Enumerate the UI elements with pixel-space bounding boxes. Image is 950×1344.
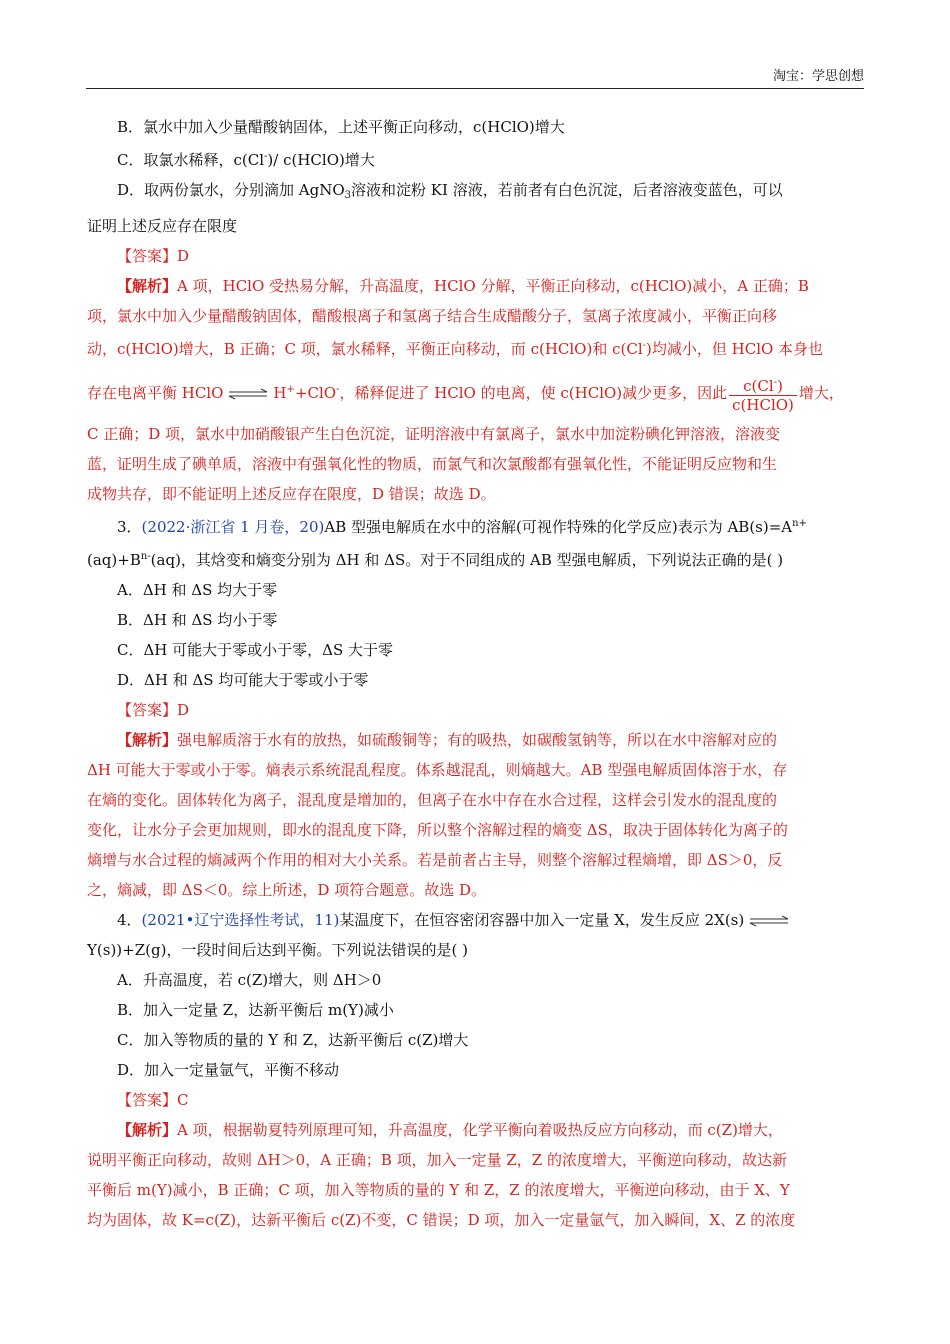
q4-option-c: C．加入等物质的量的 Y 和 Z，达新平衡后 c(Z)增大 bbox=[117, 1031, 469, 1049]
q2-explanation-line: 蓝，证明生成了碘单质，溶液中有强氧化性的物质，而氯气和次氯酸都有强氧化性，不能证明反应物和生 bbox=[87, 455, 778, 473]
q2-explanation-line: C 正确；D 项，氯水中加硝酸银产生白色沉淀，证明溶液中有氯离子，氯水中加淀粉碘化钾溶液，溶液变 bbox=[87, 425, 781, 443]
q2-explanation-line: 【解析】A 项，HClO 受热易分解，升高温度，HClO 分解，平衡正向移动，c(HClO)减小，A 正确；B bbox=[117, 277, 809, 295]
q2-explanation-line: 动，c(HClO)增大，B 正确；C 项，氯水稀释，平衡正向移动，而 c(HClO)和 c(Cl-)均减小，但 HClO 本身也 bbox=[87, 340, 824, 358]
q2-option-b: B．氯水中加入少量醋酸钠固体，上述平衡正向移动，c(HClO)增大 bbox=[117, 118, 565, 136]
q4-stem-cont: Y(s))+Z(g)，一段时间后达到平衡。下列说法错误的是( ) bbox=[87, 941, 468, 959]
q3-explanation-line: ΔH 可能大于零或小于零。熵表示系统混乱程度。体系越混乱，则熵越大。AB 型强电解质固体溶于水，存 bbox=[87, 761, 788, 779]
equilibrium-arrow-icon bbox=[227, 388, 269, 400]
equilibrium-arrow-icon bbox=[748, 915, 790, 927]
document-body bbox=[87, 112, 863, 1235]
q2-option-c: C．取氯水稀释，c(Cl-)/ c(HClO)增大 bbox=[117, 151, 375, 169]
q2-explanation-line: 存在电离平衡 HClO H++ClO-，稀释促进了 HClO 的电离，使 c(HClO)减少更多，因此 $\frac{c(Cl^-)}{\text{c(HClO)}}$ 增大， bbox=[87, 364, 863, 419]
q2-option-d-cont: 证明上述反应存在限度 bbox=[87, 217, 238, 235]
q4-answer: 【答案】C bbox=[117, 1091, 189, 1109]
q3-explanation-line: 变化，让水分子会更加规则，即水的混乱度下降，所以整个溶解过程的熵变 ΔS，取决于固体转化为离子的 bbox=[87, 821, 788, 839]
q3-stem: 3．(2022·浙江省 1 月卷，20)AB 型强电解质在水中的溶解(可视作特殊的化学反应)表示为 $AB(s)=A^{n+}$ bbox=[117, 518, 807, 536]
q4-explanation-line: 【解析】A 项，根据勒夏特列原理可知，升高温度，化学平衡向着吸热反应方向移动，而 c(Z)增大， bbox=[117, 1121, 783, 1139]
q3-option-b: B．ΔH 和 ΔS 均小于零 bbox=[117, 611, 278, 629]
q4-explanation-line: 说明平衡正向移动，故则 ΔH＞0，A 正确；B 项，加入一定量 Z，Z 的浓度增大，平衡逆向移动，故达新 bbox=[87, 1151, 788, 1169]
q2-option-d: D．取两份氯水，分别滴加 AgNO$_3$溶液和淀粉 KI 溶液，若前者有白色沉淀，后者溶液变蓝色，可以 bbox=[117, 181, 783, 201]
q2-explanation-line: 项，氯水中加入少量醋酸钠固体，醋酸根离子和氢离子结合生成醋酸分子，氢离子浓度减小，平衡正向移 bbox=[87, 307, 778, 325]
q3-option-d: D．ΔH 和 ΔS 均可能大于零或小于零 bbox=[117, 671, 369, 689]
q2-explanation-line: 成物共存，即不能证明上述反应存在限度，D 错误；故选 D。 bbox=[87, 485, 496, 503]
q3-explanation-line: 熵增与水合过程的熵减两个作用的相对大小关系。若是前者占主导，则整个溶解过程熵增，即 ΔS＞0，反 bbox=[87, 851, 783, 869]
q3-explanation-line: 之，熵减，即 ΔS＜0。综上所述，D 项符合题意。故选 D。 bbox=[87, 881, 487, 899]
q3-answer: 【答案】D bbox=[117, 701, 190, 719]
q4-source: (2021•辽宁选择性考试，11) bbox=[141, 911, 340, 929]
q4-stem: 4．(2021•辽宁选择性考试，11)某温度下，在恒容密闭容器中加入一定量 X，发生反应 2X(s) bbox=[87, 905, 863, 935]
q3-option-a: A．ΔH 和 ΔS 均大于零 bbox=[117, 581, 278, 599]
q3-explanation-line: 在熵的变化。固体转化为离子，混乱度是增加的，但离子在水中存在水合过程，这样会引发水的混乱度的 bbox=[87, 791, 778, 809]
q4-explanation-line: 均为固体，故 K=c(Z)，达新平衡后 c(Z)不变，C 错误；D 项，加入一定量氩气，加入瞬间，X、Z 的浓度 bbox=[87, 1211, 796, 1229]
q3-stem-cont: $(aq)+B^{n-}(aq)$，其焓变和熵变分别为 ΔH 和 ΔS。对于不同组成的 AB 型强电解质，下列说法正确的是( ) bbox=[87, 551, 784, 569]
q3-option-c: C．ΔH 可能大于零或小于零，ΔS 大于零 bbox=[117, 641, 394, 659]
q4-option-b: B．加入一定量 Z，达新平衡后 m(Y)减小 bbox=[117, 1001, 394, 1019]
q3-source: (2022·浙江省 1 月卷，20) bbox=[141, 518, 325, 536]
q3-explanation-line: 【解析】强电解质溶于水有的放热，如硫酸铜等；有的吸热，如碳酸氢钠等，所以在水中溶解对应的 bbox=[117, 731, 778, 749]
concentration-ratio-fraction: $\frac{c(Cl^-)}{\text{c(HClO)}}$ bbox=[729, 374, 797, 414]
q4-explanation-line: 平衡后 m(Y)减小，B 正确；C 项，加入等物质的量的 Y 和 Z，Z 的浓度增大，平衡逆向移动，由于 X、Y bbox=[87, 1181, 790, 1199]
page-header: 淘宝：学思创想 bbox=[86, 66, 864, 89]
q4-option-a: A．升高温度，若 c(Z)增大，则 ΔH＞0 bbox=[117, 971, 382, 989]
q2-answer: 【答案】D bbox=[117, 247, 190, 265]
q4-option-d: D．加入一定量氩气，平衡不移动 bbox=[117, 1061, 340, 1079]
